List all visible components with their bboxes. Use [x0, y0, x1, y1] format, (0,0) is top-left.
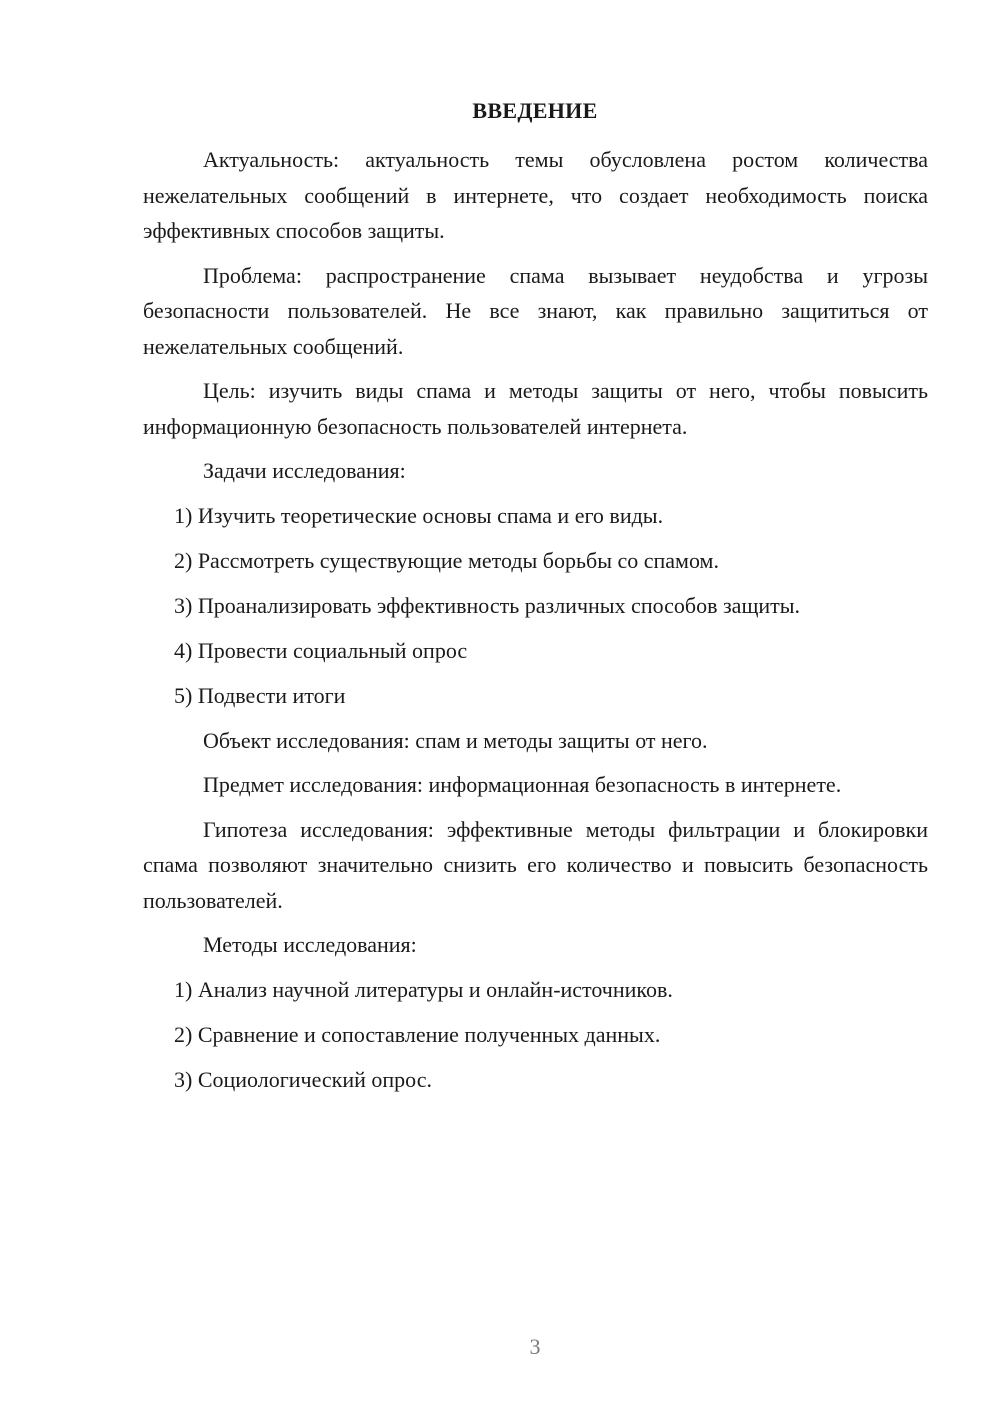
page-number: 3 — [529, 1334, 541, 1359]
document-body — [143, 142, 928, 1107]
list-item: 2) Сравнение и сопоставление полученных данных. — [174, 1021, 661, 1047]
list-item: 5) Подвести итоги — [174, 682, 346, 708]
list-item: 1) Анализ научной литературы и онлайн-источников. — [174, 976, 673, 1002]
subject-paragraph: Предмет исследования: информационная безопасность в интернете. — [203, 772, 842, 797]
list-item: 3) Проанализировать эффективность различных способов защиты. — [174, 592, 801, 618]
list-item: 3) Социологический опрос. — [174, 1066, 432, 1092]
problem-paragraph: Проблема: распространение спама вызывает неудобства и угрозы безопасности пользователей. Не все знают, как правильно защититься от нежелательных сообщений. — [143, 262, 928, 359]
list-item: 4) Провести социальный опрос — [174, 637, 468, 663]
goal-paragraph: Цель: изучить виды спама и методы защиты от него, чтобы повысить информационную безопасность пользователей интернета. — [143, 378, 928, 439]
tasks-list — [143, 498, 928, 714]
section-title: ВВЕДЕНИЕ — [472, 98, 598, 123]
list-item: 2) Рассмотреть существующие методы борьбы со спамом. — [174, 547, 719, 573]
methods-list — [143, 972, 928, 1098]
hypothesis-paragraph: Гипотеза исследования: эффективные методы фильтрации и блокировки спама позволяют значительно снизить его количество и повысить безопасность пользователей. — [143, 816, 928, 913]
list-item: 1) Изучить теоретические основы спама и его виды. — [174, 502, 664, 528]
tasks-heading: Задачи исследования: — [203, 458, 406, 483]
relevance-paragraph: Актуальность: актуальность темы обусловлена ростом количества нежелательных сообщений в интернете, что создает необходимость поиска эффективных способов защиты. — [143, 147, 928, 243]
methods-heading: Методы исследования: — [203, 932, 417, 957]
object-paragraph: Объект исследования: спам и методы защиты от него. — [203, 727, 708, 753]
